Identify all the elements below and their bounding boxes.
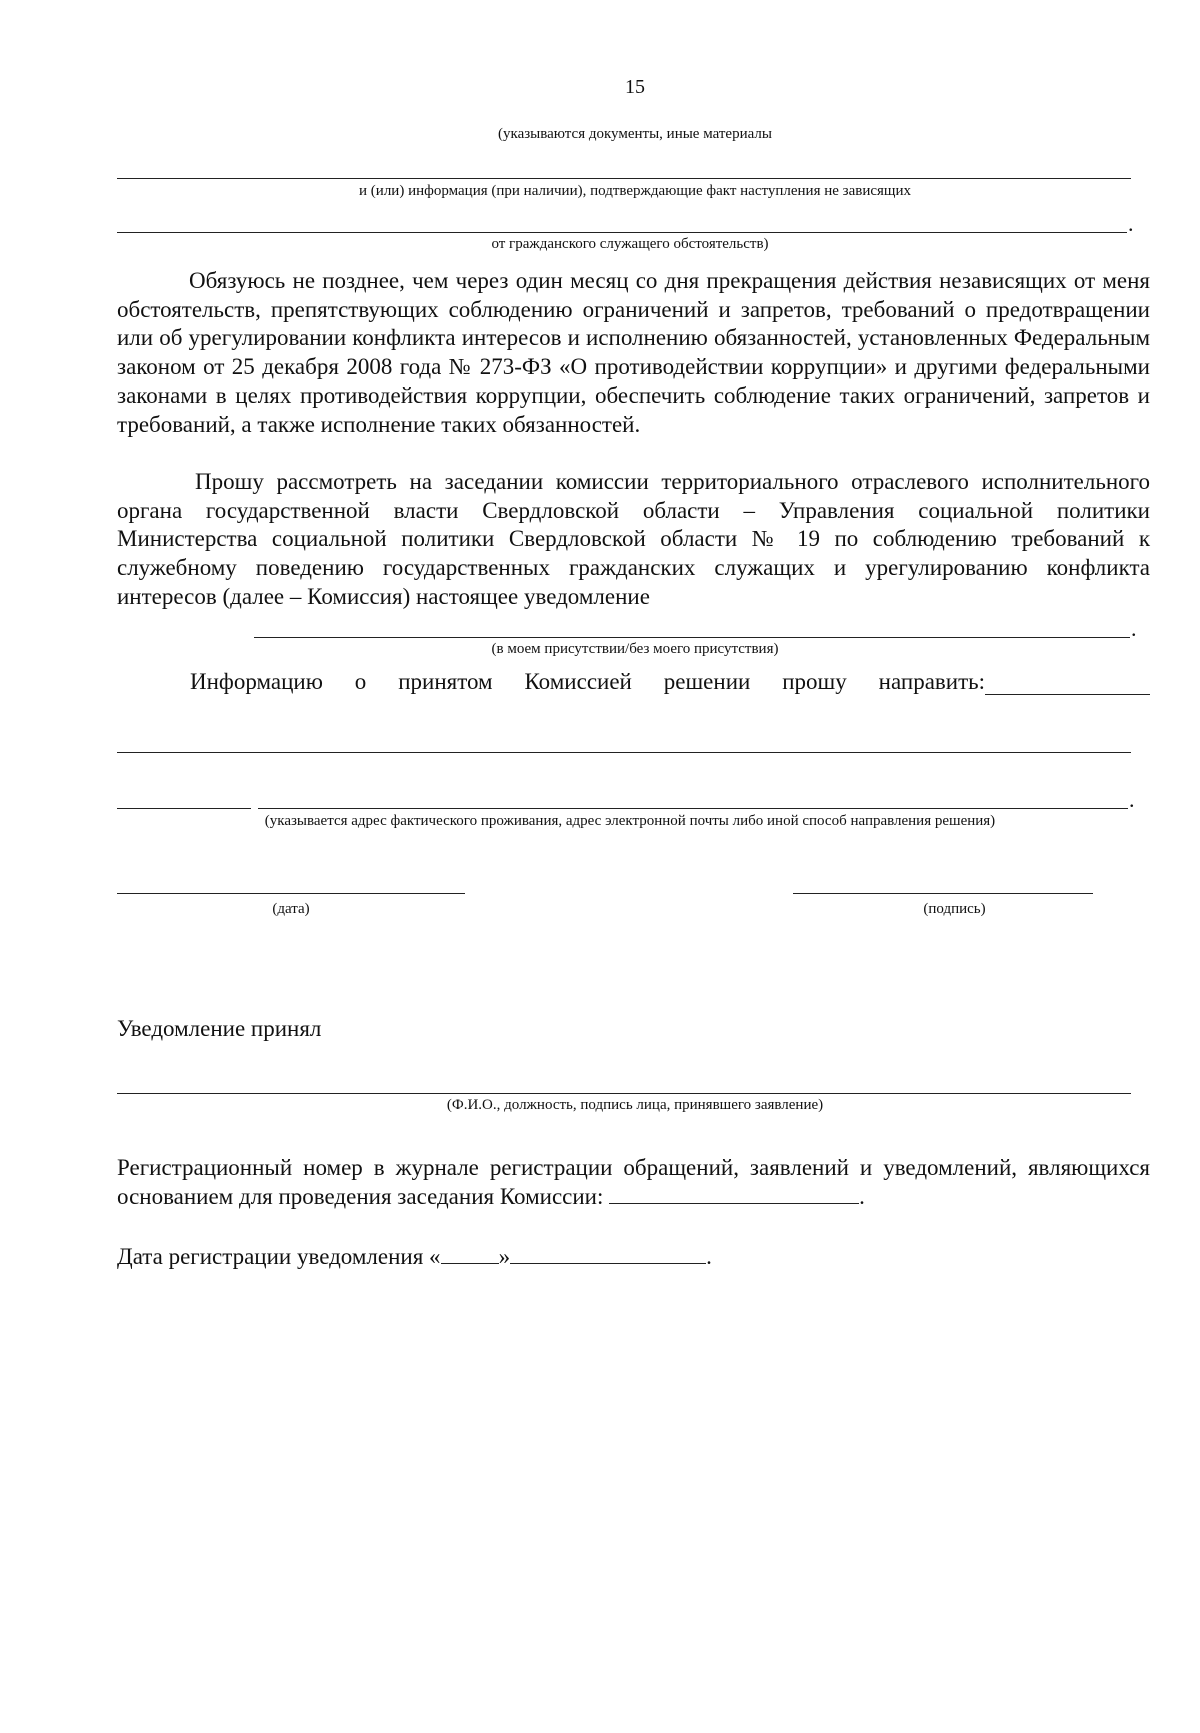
paragraph-obligation: [117, 267, 1150, 439]
period-mark: .: [859, 1183, 865, 1209]
hint-documents: (указываются документы, иные материалы: [498, 126, 772, 142]
blank-line-receiver: [117, 1093, 1131, 1094]
paragraph-obligation-text: Обязуюсь не позднее, чем через один месяц со дня прекращения действия независящих от меня обстоятельств, препятствующих соблюдению ограничений и запретов, требований о предотвращении или об урегулировании конфликта интересов и исполнению обязанностей, установленных Федеральным законом от 25 декабря 2008 года № 273-ФЗ «О противодействии коррупции» и другими федеральными законами в целях противодействия коррупции, обеспечить соблюдение таких ограничений, запретов и требований, а также исполнение таких обязанностей.: [117, 268, 1150, 437]
hint-date: (дата): [272, 901, 310, 917]
blank-line-info: [117, 232, 1127, 233]
reg-date-prefix: Дата регистрации уведомления «: [117, 1244, 441, 1269]
reg-date-day-blank: [441, 1245, 499, 1264]
reg-date-mid: »: [498, 1244, 511, 1269]
blank-line-info-direct-2: [117, 752, 1131, 753]
paragraph-request: [117, 468, 1150, 612]
hint-circumstances: от гражданского служащего обстоятельств): [491, 236, 769, 252]
paragraph-reg-date: [117, 1243, 712, 1271]
period-mark: .: [1128, 211, 1134, 236]
period-mark: .: [1131, 616, 1137, 641]
blank-line-documents: [117, 178, 1131, 179]
hint-signature: (подпись): [923, 901, 986, 917]
hint-info: и (или) информация (при наличии), подтверждающие факт наступления не зависящих: [359, 183, 911, 199]
paragraph-reg-number-text: Регистрационный номер в журнале регистрации обращений, заявлений и уведомлений, являющихся основанием для проведения заседания Комиссии:: [117, 1155, 1150, 1209]
reg-number-blank: [609, 1185, 859, 1204]
hint-presence: (в моем присутствии/без моего присутствия): [491, 641, 779, 657]
paragraph-request-text: Прошу рассмотреть на заседании комиссии территориального отраслевого исполнительного органа государственной власти Свердловской области – Управления социальной политики Министерства социальной политики Свердловской области № 19 по соблюдению требований к служебному поведению государственных гражданских служащих и урегулированию конфликта интересов (далее – Комиссия) настоящее уведомление: [117, 469, 1150, 609]
reg-date-month-blank: [510, 1245, 706, 1264]
date-line: [117, 893, 465, 894]
blank-line-info-direct-1: [985, 694, 1150, 695]
blank-line-info-direct-3b: [258, 808, 1128, 809]
period-mark: .: [1129, 787, 1135, 812]
blank-line-info-direct-3a: [117, 808, 251, 809]
paragraph-info-direct: Информацию о принятом Комиссией решении прошу направить:: [190, 669, 985, 694]
label-received: Уведомление принял: [117, 1016, 322, 1041]
paragraph-reg-number: [117, 1154, 1150, 1211]
blank-line-presence: [254, 637, 1130, 638]
hint-receiver: (Ф.И.О., должность, подпись лица, принявшего заявление): [446, 1097, 824, 1113]
hint-address: (указывается адрес фактического проживания, адрес электронной почты либо иной способ направления решения): [264, 813, 996, 829]
page-number: 15: [625, 76, 645, 98]
signature-line: [793, 893, 1093, 894]
period-mark: .: [706, 1244, 712, 1269]
